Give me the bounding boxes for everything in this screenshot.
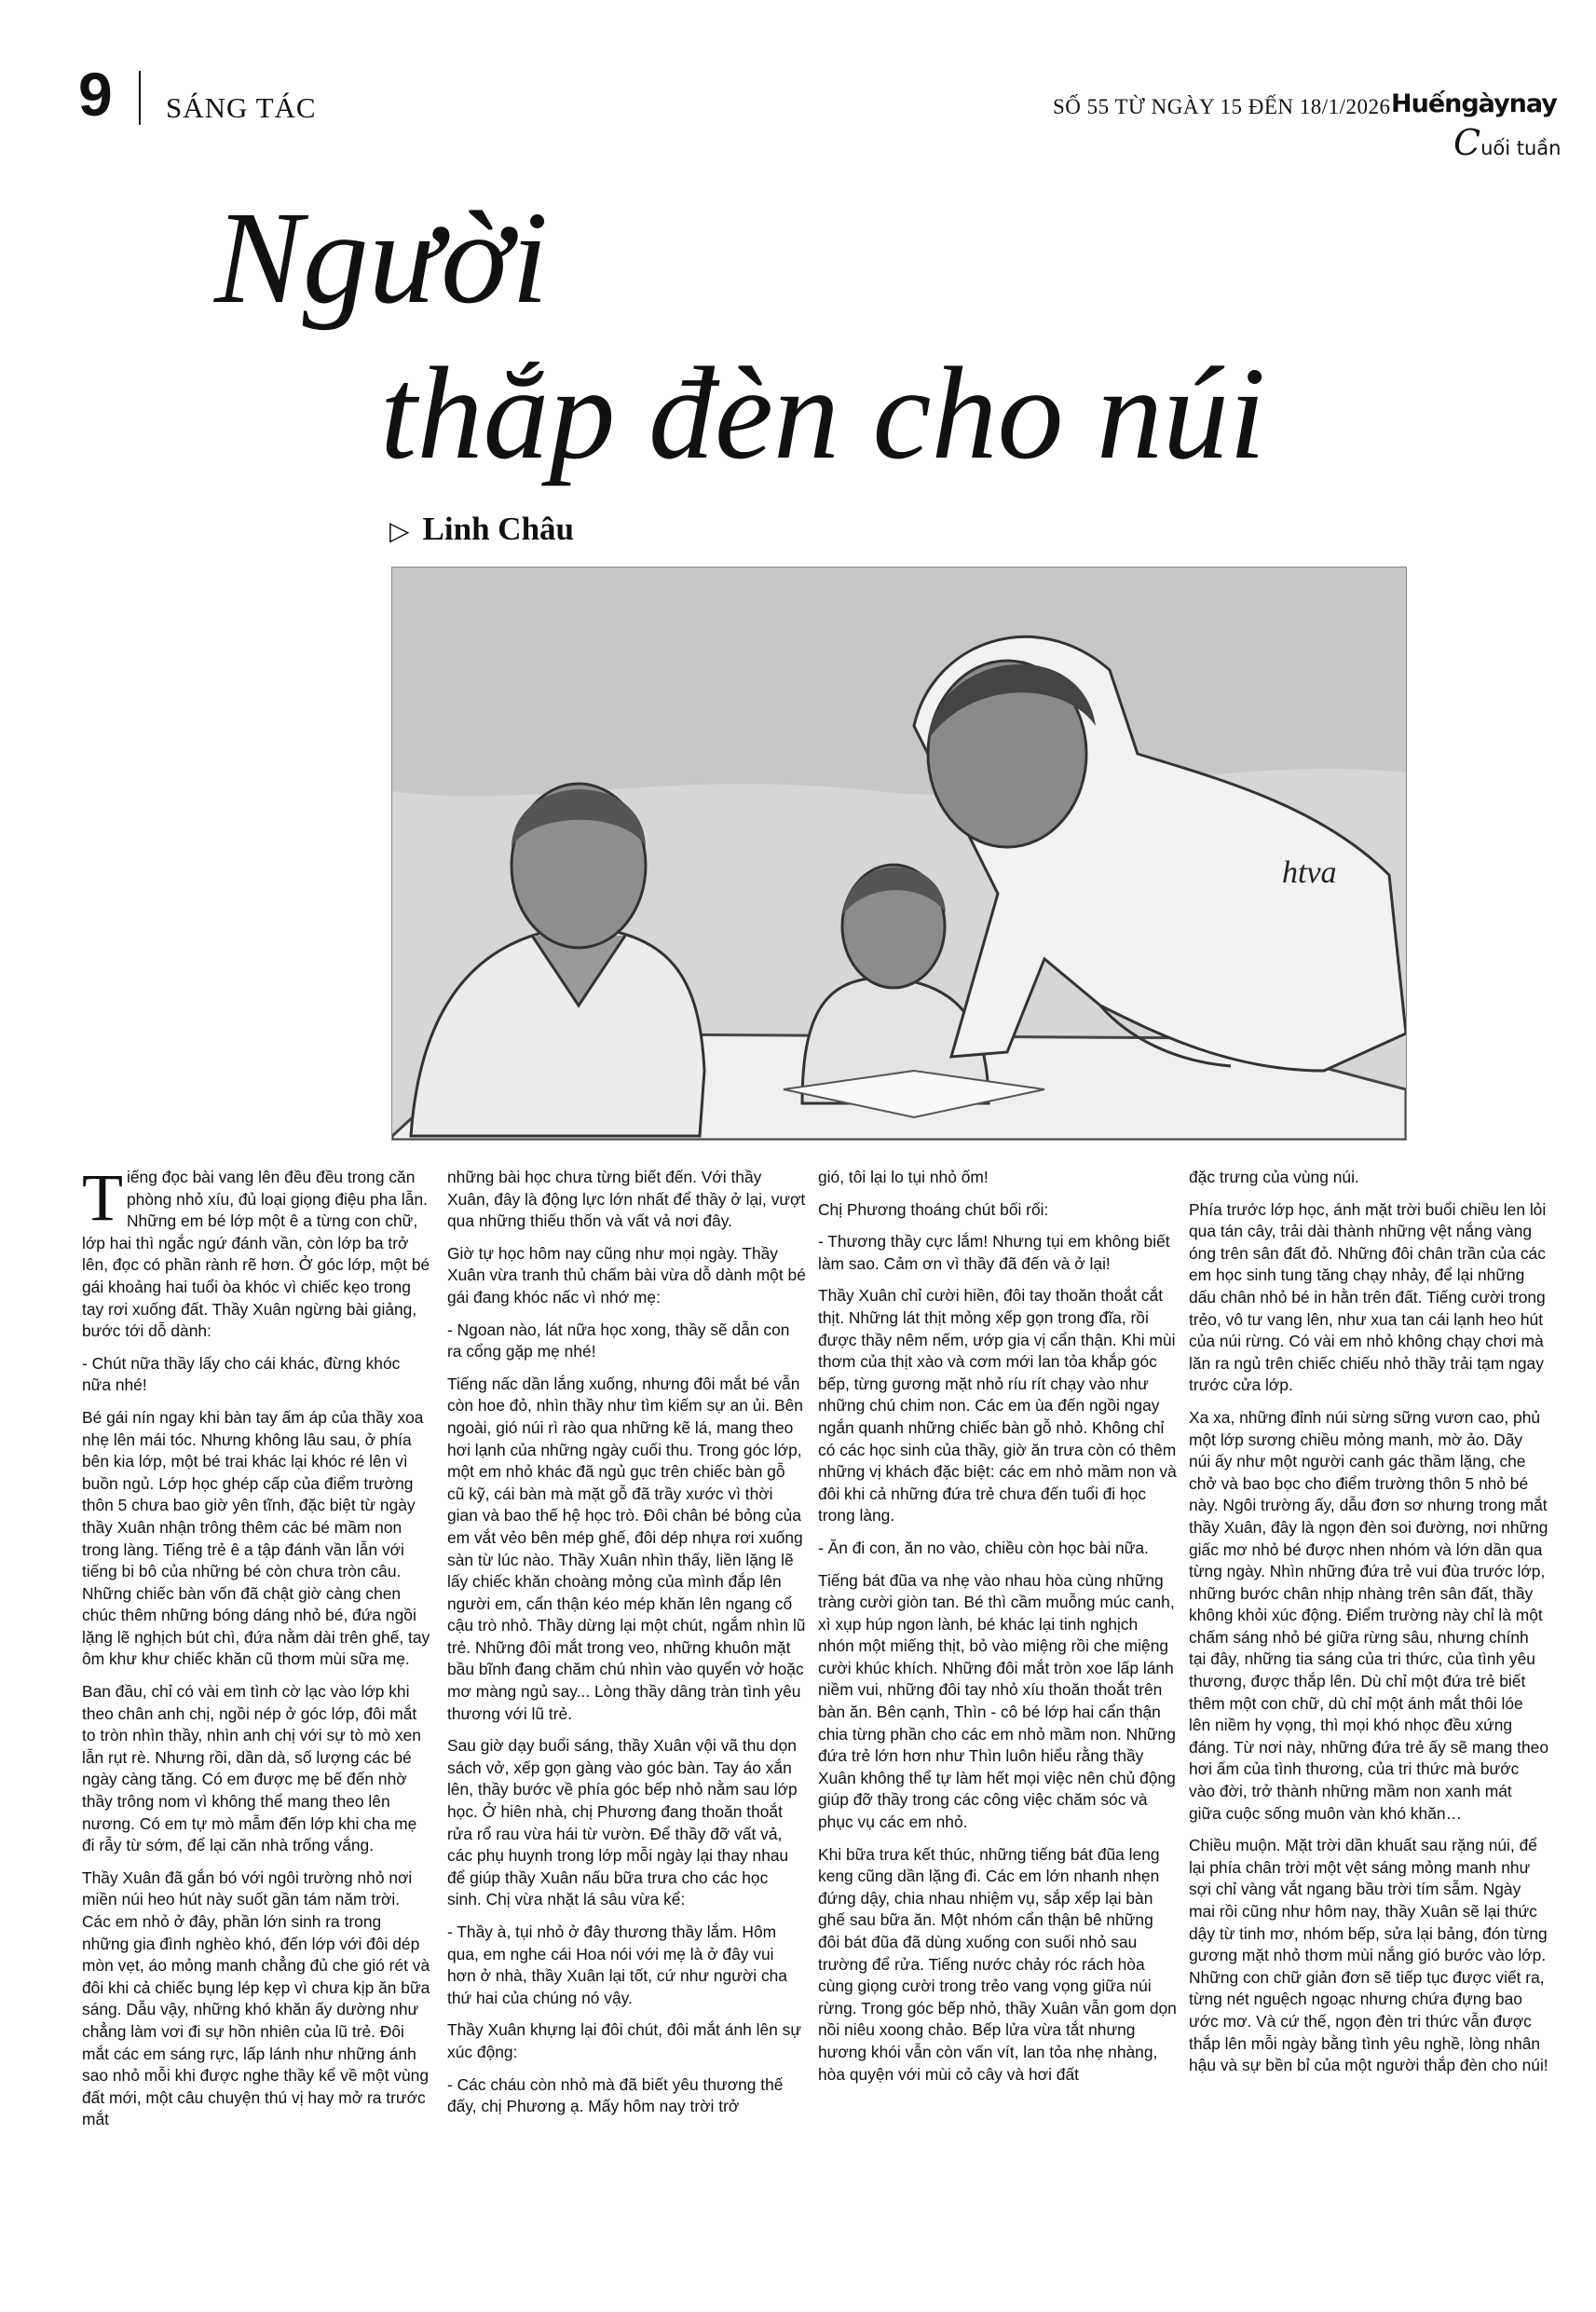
article-paragraph: Tiếng bát đũa va nhẹ vào nhau hòa cùng những tràng cười giòn tan. Bé thì cầm muỗng múc canh, xì xụp húp ngon lành, bé khác lại tinh nghịch nhón một miếng thịt, bỏ vào miệng rồi che miệng cười khúc khích. Những đôi mắt tròn xoe lấp lánh niềm vui, những đôi tay nhỏ xíu thoăn thoắt trên bàn ăn. Bên cạnh, Thìn - cô bé lớp hai cẩn thận chia từng phần cho các em nhỏ mầm non. Những đứa trẻ lớn hơn như Thìn luôn hiểu rằng thầy Xuân không thể tự làm hết mọi việc nên chủ động giúp đỡ thầy trong các công việc chăm sóc và phục vụ các em nhỏ. — [818, 1570, 1176, 1832]
article-paragraph: Ban đầu, chỉ có vài em tình cờ lạc vào lớp khi theo chân anh chị, ngồi nép ở góc lớp, đôi mắt to tròn nhìn thầy, nhìn anh chị với sự tò mò xen lẫn rụt rè. Nhưng rồi, dần dà, số lượng các bé ngày càng tăng. Có em được mẹ bế đến nhờ thầy trông nom vì không thể mang theo lên nương. Có em tự mò mẫm đến lớp khi cha mẹ đi rẫy từ sớm, để lại căn nhà trống vắng. — [82, 1682, 421, 1855]
article-column-3 — [818, 1167, 1178, 2096]
article-paragraph: Giờ tự học hôm nay cũng như mọi ngày. Thầy Xuân vừa tranh thủ chấm bài vừa dỗ dành một bé gái đang khóc nấc vì nhớ mẹ: — [447, 1243, 806, 1306]
article-paragraph: đặc trưng của vùng núi. — [1189, 1168, 1359, 1186]
article-paragraph: Khi bữa trưa kết thúc, những tiếng bát đũa leng keng cũng dần lặng đi. Các em lớn nhanh nhẹn đứng dậy, chia nhau nhiệm vụ, sắp xếp lại bàn ghế sau bữa ăn. Một nhóm cẩn thận bê những đôi bát đũa đã dùng xuống con suối nhỏ sau trường để rửa. Tiếng nước chảy róc rách hòa cùng giọng cười trong trẻo vang vọng giữa núi rừng. Trong góc bếp nhỏ, thầy Xuân vẫn gom dọn nồi niêu xoong chảo. Bếp lửa vừa tắt nhưng hương khói vẫn còn vấn vít, lan tỏa nhẹ nhàng, hòa quyện với mùi cỏ cây và hơi đất — [818, 1844, 1177, 2084]
article-column-4 — [1189, 1167, 1548, 2087]
article-paragraph: những bài học chưa từng biết đến. Với thầy Xuân, đây là động lực lớn nhất để thầy ở lại, vượt qua những thiếu thốn và vất vả nơi đây. — [447, 1168, 806, 1231]
article-paragraph: - Các cháu còn nhỏ mà đã biết yêu thương thế đấy, chị Phương ạ. Mấy hôm nay trời trở — [447, 2074, 784, 2116]
article-paragraph: - Chút nữa thầy lấy cho cái khác, đừng khóc nữa nhé! — [82, 1353, 401, 1395]
article-paragraph: Chị Phương thoáng chút bối rối: — [818, 1199, 1049, 1219]
brand-subtitle-text: uối tuần — [1480, 137, 1562, 159]
article-paragraph: - Thầy à, tụi nhỏ ở đây thương thầy lắm. Hôm qua, em nghe cái Hoa nói với mẹ là ở đây vui hơn ở nhà, thầy Xuân lại tốt, cứ như người cha thứ hai của chúng nó vậy. — [447, 1922, 787, 2007]
article-column-1 — [82, 1160, 432, 2141]
article-illustration — [391, 567, 1407, 1141]
article-paragraph: Bé gái nín ngay khi bàn tay ấm áp của thầy xoa nhẹ lên mái tóc. Nhưng không lâu sau, ở phía bên kia lớp, một bé trai khác lại khóc ré lên vì buồn ngủ. Lớp học ghép cấp của điểm trường thôn 5 chưa bao giờ yên tĩnh, đặc biệt từ ngày thầy Xuân nhận trông thêm các bé mầm non trong làng. Tiếng trẻ ê a tập đánh vần lẫn với tiếng bi bô của những bé còn chưa tròn câu. Những chiếc bàn vốn đã chật giờ càng chen chúc thêm những bóng dáng nhỏ bé, đứa ngồi lặng lẽ nghịch bút chì, đứa nằm dài trên ghế, tay ôm khư khư chiếc khăn cũ thơm mùi sữa mẹ. — [82, 1407, 430, 1669]
byline — [389, 511, 574, 548]
illustrator-signature: htva — [1282, 855, 1337, 890]
article-body — [0, 1160, 1596, 2285]
article-paragraph: - Ăn đi con, ăn no vào, chiều còn học bài nữa. — [818, 1538, 1149, 1557]
header-divider — [139, 71, 141, 125]
article-paragraph: Thầy Xuân khựng lại đôi chút, đôi mắt ánh lên sự xúc động: — [447, 2020, 802, 2061]
article-title-line2: thắp đèn cho núi — [380, 339, 1266, 486]
article-paragraph: - Thương thầy cực lắm! Nhưng tụi em không biết làm sao. Cảm ơn vì thầy đã đến và ở lại! — [818, 1232, 1170, 1273]
article-paragraph: Thầy Xuân chỉ cười hiền, đôi tay thoăn thoắt cắt thịt. Những lát thịt mỏng xếp gọn trong đĩa, rồi được thầy nêm nếm, ướp gia vị cẩn thận. Khi mùi thơm của thịt xào và cơm mới lan tỏa khắp góc bếp, từng gương mặt nhỏ ríu rít chạy vào như những chú chim non. Các em ùa đến ngồi ngay ngắn quanh những chiếc bàn gỗ nhỏ. Không chỉ có các học sinh của thầy, giờ ăn trưa còn có thêm những vị khách đặc biệt: các em nhỏ mầm non và đôi khi cả những đứa trẻ chưa đến tuổi đi học trong làng. — [818, 1286, 1177, 1525]
section-label: SÁNG TÁC — [166, 91, 317, 124]
article-paragraph: Xa xa, những đỉnh núi sừng sững vươn cao, phủ một lớp sương chiều mỏng manh, mờ ảo. Dãy núi ấy như một người canh gác thầm lặng, che chở và bao bọc cho điểm trường thôn 5 nhỏ bé này. Ngôi trường ấy, dẫu đơn sơ nhưng trong mắt thầy Xuân, đây là ngọn đèn soi đường, nơi những giấc mơ nhỏ bé được nhen nhóm và lớn dần qua từng ngày. Nhìn những đứa trẻ vui đùa trước lớp, những bước chân nhịp nhàng trên sân đất, thầy không khỏi xúc động. Điểm trường này chỉ là một chấm sáng nhỏ bé giữa rừng sâu, nhưng chính tại đây, những tia sáng của tri thức, của tình yêu thương, được thắp lên. Dù chỉ một đứa trẻ biết thêm một con chữ, dù chỉ một ánh mắt thôi lóe lên niềm hy vọng, thì mọi khó nhọc đều xứng đáng. Từ nơi này, những đứa trẻ ấy sẽ mang theo hơi ấm của tình thương, của tri thức mà bước vào đời, trở thành những mầm non xanh mát giữa cuộc sống muôn vàn khó khăn… — [1189, 1407, 1548, 1823]
article-paragraph: Chiều muộn. Mặt trời dần khuất sau rặng núi, để lại phía chân trời một vệt sáng mỏng manh như sợi chỉ vàng vắt ngang bầu trời tím sẫm. Ngày mai rồi cũng như hôm nay, thầy Xuân sẽ lại thức dậy từ tinh mơ, nhóm bếp, sửa lại bảng, đón từng gương mặt nhỏ thơm mùi nắng gió bước vào lớp. Những con chữ giản đơn sẽ tiếp tục được viết ra, từng nét nguệch ngoạc nhưng chứa đựng bao ước mơ. Và cứ thế, ngọn đèn tri thức vẫn được thắp lên mỗi ngày bằng tình yêu nghề, lòng nhân hậu và sự bền bỉ của một người thắp đèn cho núi! — [1189, 1836, 1548, 2075]
brand-subtitle — [1453, 122, 1562, 163]
byline-marker-icon: ▷ — [389, 515, 410, 546]
page-number: 9 — [78, 60, 113, 129]
article-paragraph: Phía trước lớp học, ánh mặt trời buổi chiều len lỏi qua tán cây, trải dài thành những vệt nắng vàng óng trên sân đất đỏ. Những đôi chân trần của các em học sinh tung tăng chạy nhảy, để lại những dấu chân nhỏ bé in hằn trên đất. Tiếng cười trong trẻo, vô tư vang lên, như xua tan cái lạnh heo hút của núi rừng. Có vài em nhỏ không chạy chơi mà lăn ra ngủ trên chiếc chiếu nhỏ thầy trải tạm ngay trước cửa lớp. — [1189, 1199, 1547, 1395]
article-paragraph: Sau giờ dạy buổi sáng, thầy Xuân vội vã thu dọn sách vở, xếp gọn gàng vào góc bàn. Tay áo xắn lên, thầy bước về phía góc bếp nhỏ nằm sau lớp học. Ở hiên nhà, chị Phương đang thoăn thoắt rửa rổ rau vừa hái từ vườn. Để thầy đỡ vất vả, các phụ huynh trong lớp mỗi ngày lại thay nhau để giúp thầy Xuân nấu bữa trưa cho các học sinh. Chị vừa nhặt lá sâu vừa kể: — [447, 1736, 798, 1909]
paragraph-text: iếng đọc bài vang lên đều đều trong căn phòng nhỏ xíu, đủ loại giọng điệu pha lẫn. Những em bé lớp một ê a từng con chữ, lớp hai thì ngắc ngứ đánh vần, còn lớp ba trở lên, đọc có phần rành rẽ hơn. Ở góc lớp, một bé gái khoảng hai tuổi òa khóc vì chiếc kẹo trong tay rơi xuống đất. Thầy Xuân ngừng bài giảng, bước tới dỗ dành: — [82, 1168, 430, 1341]
article-paragraph: gió, tôi lại lo tụi nhỏ ốm! — [818, 1168, 989, 1186]
article-paragraph: Tiếng nấc dần lắng xuống, nhưng đôi mắt bé vẫn còn hoe đỏ, nhìn thầy như tìm kiếm sự an ủi. Bên ngoài, gió núi rì rào qua những kẽ lá, mang theo hơi lạnh của những ngày cuối thu. Trong góc lớp, một em nhỏ khác đã ngủ gục trên chiếc bàn gỗ cũ kỹ, cái bàn mà mặt gỗ đã trầy xước vì thời gian và bao thế hệ học trò. Đôi chân bé bỏng của em vắt vẻo bên mép ghế, đôi dép nhựa rơi xuống sàn từ lúc nào. Thầy Xuân nhìn thấy, liền lặng lẽ lấy chiếc khăn choàng mỏng của mình đắp lên người em, cẩn thận kéo mép khăn lên ngang cổ cậu trò nhỏ. Thầy dừng lại một chút, ngắm nhìn lũ trẻ. Những đôi mắt trong veo, những khuôn mặt bầu bĩnh đang chăm chú nhìn vào quyển vở hoặc mơ màng ngủ say... Lòng thầy dâng tràn tình yêu thương với lũ trẻ. — [447, 1374, 806, 1723]
issue-info: SỐ 55 TỪ NGÀY 15 ĐẾN 18/1/2026 — [1053, 95, 1391, 118]
author-name: Linh Châu — [422, 511, 575, 547]
article-paragraph: - Ngoan nào, lát nữa học xong, thầy sẽ dẫn con ra cổng gặp mẹ nhé! — [447, 1320, 790, 1361]
article-column-2 — [447, 1167, 806, 2128]
article-paragraph: Thầy Xuân đã gắn bó với ngôi trường nhỏ nơi miền núi heo hút này suốt gần tám năm trời. Các em nhỏ ở đây, phần lớn sinh ra trong những gia đình nghèo khó, đến lớp với đôi dép mòn vẹt, áo mỏng manh chẳng đủ che gió rét và đôi khi cả chiếc bụng lép kẹp vì chưa kịp ăn bữa sáng. Dẫu vậy, những khó khăn ấy dường như chẳng làm vơi đi sự hồn nhiên của lũ trẻ. Đôi mắt các em sáng rực, lấp lánh như những ánh sao nhỏ mỗi khi được nghe thầy kể về một vùng đất mới, một câu chuyện thú vị hay mở ra trước mắt — [82, 1867, 430, 2129]
article-paragraph — [82, 1160, 432, 1343]
brand-subtitle-initial: C — [1453, 122, 1481, 163]
article-title-line1: Người — [214, 184, 549, 331]
brand-logo: Huếngàynay — [1391, 89, 1557, 118]
drop-cap: T — [82, 1160, 123, 1235]
